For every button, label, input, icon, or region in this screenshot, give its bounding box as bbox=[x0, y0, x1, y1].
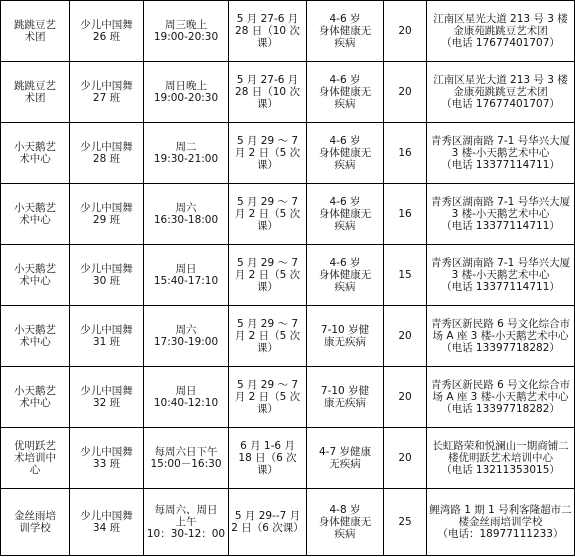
age-requirement-cell bbox=[307, 367, 384, 428]
time-cell bbox=[144, 428, 229, 489]
address-cell bbox=[427, 245, 575, 306]
class-cell bbox=[70, 62, 144, 123]
class-name-line: 27 班 bbox=[92, 92, 121, 104]
capacity-cell: 16 bbox=[384, 184, 427, 245]
date-range-line: 课） bbox=[257, 220, 278, 232]
time-line: 周日晚上 bbox=[165, 80, 207, 92]
age-requirement-line: 4-7 岁健康 bbox=[319, 446, 371, 458]
class-name-line: 少儿中国舞 bbox=[80, 202, 133, 214]
time-line: 周日 bbox=[175, 263, 197, 275]
date-range-line: 5 月 29--7 月 bbox=[234, 510, 301, 522]
date-range-line: 课） bbox=[257, 403, 278, 415]
dates-cell bbox=[229, 245, 307, 306]
organization-cell bbox=[1, 428, 70, 489]
organization-name-line: 跳跳豆艺 bbox=[14, 19, 56, 31]
organization-name-line: 小天鹅艺 bbox=[14, 263, 56, 275]
phone-number: （电话 13211353015） bbox=[441, 464, 560, 476]
dates-cell bbox=[229, 367, 307, 428]
age-requirement-line: 7-10 岁健 bbox=[320, 385, 370, 397]
address-cell bbox=[427, 123, 575, 184]
date-range-line: 5 月 27-6 月 bbox=[236, 13, 299, 25]
organization-name-line: 小天鹅艺 bbox=[14, 324, 56, 336]
class-name-line: 少儿中国舞 bbox=[80, 324, 133, 336]
organization-cell bbox=[1, 62, 70, 123]
time-cell bbox=[144, 489, 229, 556]
date-range-line: 课） bbox=[257, 37, 278, 49]
time-line: 15:00－16:30 bbox=[150, 458, 222, 470]
class-cell bbox=[70, 1, 144, 62]
address-text: 长虹路荣和悦澜山一期商铺二楼优明跃艺术培训中心 bbox=[432, 440, 569, 464]
organization-name-line: 跳跳豆艺 bbox=[14, 80, 56, 92]
class-cell bbox=[70, 245, 144, 306]
organization-cell bbox=[1, 1, 70, 62]
organization-name-line: 术中心 bbox=[19, 336, 51, 348]
capacity-cell: 15 bbox=[384, 245, 427, 306]
class-name-line: 少儿中国舞 bbox=[80, 446, 133, 458]
class-cell bbox=[70, 428, 144, 489]
class-cell bbox=[70, 367, 144, 428]
organization-name-line: 小天鹅艺 bbox=[14, 385, 56, 397]
organization-cell bbox=[1, 184, 70, 245]
organization-name-line: 金丝雨培 bbox=[14, 510, 56, 522]
date-range-line: 5 月 27-6 月 bbox=[236, 74, 299, 86]
capacity-cell: 20 bbox=[384, 428, 427, 489]
time-line: 每周六、周日 bbox=[154, 504, 218, 516]
organization-name-line: 术团 bbox=[24, 31, 46, 43]
address-text: 青秀区新民路 6 号文化综合市场 A 座 3 楼-小天鹅艺术中心 bbox=[430, 379, 571, 403]
time-cell bbox=[144, 62, 229, 123]
class-name-line: 28 班 bbox=[92, 153, 121, 165]
time-line: 每周六日下午 bbox=[154, 446, 218, 458]
organization-name-line: 术中心 bbox=[19, 153, 51, 165]
time-line: 19:00-20:30 bbox=[153, 92, 219, 104]
age-requirement-line: 康无疾病 bbox=[324, 336, 366, 348]
time-line: 周二 bbox=[175, 141, 197, 153]
class-cell bbox=[70, 306, 144, 367]
age-requirement-cell bbox=[307, 1, 384, 62]
address-text: 青秀区湖南路 7-1 号华兴大厦 3 楼-小天鹅艺术中心 bbox=[430, 135, 571, 159]
class-name-line: 少儿中国舞 bbox=[80, 510, 133, 522]
date-range-line: 课） bbox=[257, 281, 278, 293]
class-name-line: 29 班 bbox=[92, 214, 121, 226]
time-line: 周日 bbox=[175, 385, 197, 397]
table-row bbox=[1, 184, 575, 245]
age-requirement-line: 身体健康无 bbox=[318, 25, 372, 37]
organization-name-line: 术中心 bbox=[19, 397, 51, 409]
organization-cell bbox=[1, 245, 70, 306]
capacity-cell: 20 bbox=[384, 367, 427, 428]
age-requirement-cell bbox=[307, 245, 384, 306]
time-line: 17:30-19:00 bbox=[153, 336, 219, 348]
date-range-line: 5 月 29 ～ 7 bbox=[236, 318, 299, 330]
organization-name-line: 心 bbox=[29, 464, 41, 476]
time-cell bbox=[144, 306, 229, 367]
age-requirement-line: 无疾病 bbox=[329, 458, 361, 470]
phone-number: （电话 17677401707） bbox=[441, 98, 560, 110]
phone-number: （电话 13377114711） bbox=[441, 159, 560, 171]
capacity-cell: 20 bbox=[384, 306, 427, 367]
date-range-line: 28 日（10 次 bbox=[235, 25, 300, 37]
table-row bbox=[1, 62, 575, 123]
address-cell bbox=[427, 489, 575, 556]
address-text: 江南区星光大道 213 号 3 楼金康苑跳跳豆艺术团 bbox=[433, 13, 568, 37]
date-range-line: 2 日（6 次课） bbox=[231, 522, 304, 534]
dates-cell bbox=[229, 123, 307, 184]
time-line: 19:30-21:00 bbox=[153, 153, 219, 165]
date-range-line: 课） bbox=[257, 342, 278, 354]
class-name-line: 少儿中国舞 bbox=[80, 141, 133, 153]
age-requirement-line: 康无疾病 bbox=[324, 397, 366, 409]
table-row bbox=[1, 123, 575, 184]
time-line: 10:40-12:10 bbox=[153, 397, 219, 409]
class-cell bbox=[70, 123, 144, 184]
phone-number: （电话 13397718282） bbox=[441, 403, 560, 415]
age-requirement-line: 身体健康无 bbox=[318, 269, 372, 281]
age-requirement-line: 疾病 bbox=[334, 281, 356, 293]
organization-name-line: 小天鹅艺 bbox=[14, 202, 56, 214]
time-cell bbox=[144, 245, 229, 306]
age-requirement-line: 4-6 岁 bbox=[329, 257, 361, 269]
age-requirement-line: 疾病 bbox=[334, 220, 356, 232]
address-text: 青秀区湖南路 7-1 号华兴大厦 3 楼-小天鹅艺术中心 bbox=[430, 257, 571, 281]
age-requirement-line: 7-10 岁健 bbox=[320, 324, 370, 336]
age-requirement-line: 4-6 岁 bbox=[329, 196, 361, 208]
time-cell bbox=[144, 1, 229, 62]
dates-cell bbox=[229, 184, 307, 245]
age-requirement-line: 4-6 岁 bbox=[329, 135, 361, 147]
table-row bbox=[1, 1, 575, 62]
address-cell bbox=[427, 367, 575, 428]
address-text: 青秀区新民路 6 号文化综合市场 A 座 3 楼-小天鹅艺术中心 bbox=[430, 318, 571, 342]
time-line: 周六 bbox=[175, 202, 197, 214]
age-requirement-cell bbox=[307, 184, 384, 245]
address-cell bbox=[427, 62, 575, 123]
phone-number: （电话 13397718282） bbox=[441, 342, 560, 354]
phone-number: （电话 13377114711） bbox=[441, 281, 560, 293]
date-range-line: 5 月 29 ～ 7 bbox=[236, 196, 299, 208]
class-name-line: 少儿中国舞 bbox=[80, 19, 133, 31]
time-line: 上午 bbox=[175, 516, 197, 528]
organization-name-line: 术中心 bbox=[19, 214, 51, 226]
date-range-line: 28 日（10 次 bbox=[235, 86, 300, 98]
organization-name-line: 优明跃艺 bbox=[14, 440, 56, 452]
date-range-line: 5 月 29 ～ 7 bbox=[236, 135, 299, 147]
schedule-rows bbox=[1, 1, 575, 556]
organization-cell bbox=[1, 123, 70, 184]
class-name-line: 31 班 bbox=[92, 336, 121, 348]
age-requirement-cell bbox=[307, 306, 384, 367]
date-range-line: 月 2 日（5 次 bbox=[234, 391, 301, 403]
age-requirement-cell bbox=[307, 123, 384, 184]
organization-name-line: 术团 bbox=[24, 92, 46, 104]
organization-name-line: 术中心 bbox=[19, 275, 51, 287]
table-row bbox=[1, 428, 575, 489]
address-cell bbox=[427, 1, 575, 62]
age-requirement-line: 身体健康无 bbox=[318, 147, 372, 159]
class-name-line: 34 班 bbox=[92, 522, 121, 534]
time-cell bbox=[144, 184, 229, 245]
class-name-line: 30 班 bbox=[92, 275, 121, 287]
capacity-cell: 20 bbox=[384, 62, 427, 123]
age-requirement-line: 疾病 bbox=[334, 98, 356, 110]
time-line: 周三晚上 bbox=[165, 19, 207, 31]
class-name-line: 32 班 bbox=[92, 397, 121, 409]
capacity-cell: 20 bbox=[384, 1, 427, 62]
date-range-line: 月 2 日（5 次 bbox=[234, 269, 301, 281]
address-cell bbox=[427, 184, 575, 245]
age-requirement-cell bbox=[307, 62, 384, 123]
class-cell bbox=[70, 489, 144, 556]
dates-cell bbox=[229, 489, 307, 556]
phone-number: （电话 13377114711） bbox=[441, 220, 560, 232]
date-range-line: 课） bbox=[257, 98, 278, 110]
date-range-line: 课） bbox=[257, 464, 278, 476]
age-requirement-line: 疾病 bbox=[334, 159, 356, 171]
time-line: 周六 bbox=[175, 324, 197, 336]
phone-number: （电话 17677401707） bbox=[441, 37, 560, 49]
organization-name-line: 小天鹅艺 bbox=[14, 141, 56, 153]
date-range-line: 月 2 日（5 次 bbox=[234, 330, 301, 342]
organization-name-line: 训学校 bbox=[19, 522, 51, 534]
time-cell bbox=[144, 123, 229, 184]
age-requirement-line: 身体健康无 bbox=[318, 208, 372, 220]
organization-name-line: 术培训中 bbox=[14, 452, 56, 464]
time-line: 10：30-12：00 bbox=[146, 528, 226, 540]
address-cell bbox=[427, 428, 575, 489]
address-text: 江南区星光大道 213 号 3 楼金康苑跳跳豆艺术团 bbox=[433, 74, 568, 98]
organization-cell bbox=[1, 367, 70, 428]
class-name-line: 26 班 bbox=[92, 31, 121, 43]
time-line: 19:00-20:30 bbox=[153, 31, 219, 43]
table-row bbox=[1, 367, 575, 428]
class-name-line: 少儿中国舞 bbox=[80, 263, 133, 275]
dates-cell bbox=[229, 62, 307, 123]
date-range-line: 18 日（6 次 bbox=[238, 452, 297, 464]
capacity-cell: 16 bbox=[384, 123, 427, 184]
time-line: 15:40-17:10 bbox=[153, 275, 219, 287]
time-line: 16:30-18:00 bbox=[153, 214, 219, 226]
capacity-cell: 25 bbox=[384, 489, 427, 556]
date-range-line: 月 2 日（5 次 bbox=[234, 147, 301, 159]
table-row bbox=[1, 489, 575, 556]
dates-cell bbox=[229, 306, 307, 367]
table-row bbox=[1, 245, 575, 306]
address-cell bbox=[427, 306, 575, 367]
organization-cell bbox=[1, 306, 70, 367]
age-requirement-line: 身体健康无 bbox=[318, 516, 372, 528]
age-requirement-line: 疾病 bbox=[334, 528, 356, 540]
age-requirement-line: 4-8 岁 bbox=[329, 504, 361, 516]
dates-cell bbox=[229, 428, 307, 489]
time-cell bbox=[144, 367, 229, 428]
organization-cell bbox=[1, 489, 70, 556]
class-name-line: 少儿中国舞 bbox=[80, 385, 133, 397]
date-range-line: 5 月 29 ～ 7 bbox=[236, 257, 299, 269]
class-name-line: 33 班 bbox=[92, 458, 121, 470]
date-range-line: 6 月 1-6 月 bbox=[240, 440, 295, 452]
age-requirement-line: 疾病 bbox=[334, 37, 356, 49]
dates-cell bbox=[229, 1, 307, 62]
age-requirement-line: 4-6 岁 bbox=[329, 13, 361, 25]
date-range-line: 课） bbox=[257, 159, 278, 171]
age-requirement-line: 身体健康无 bbox=[318, 86, 372, 98]
address-text: 鲤湾路 1 期 1 号利客隆超市二楼金丝雨培训学校 bbox=[429, 504, 572, 528]
address-text: 青秀区湖南路 7-1 号华兴大厦 3 楼-小天鹅艺术中心 bbox=[430, 196, 571, 220]
date-range-line: 5 月 29 ～ 7 bbox=[236, 379, 299, 391]
table-row bbox=[1, 306, 575, 367]
class-cell bbox=[70, 184, 144, 245]
age-requirement-cell bbox=[307, 489, 384, 556]
age-requirement-line: 4-6 岁 bbox=[329, 74, 361, 86]
phone-number: （电话：18977111233） bbox=[437, 528, 564, 540]
age-requirement-cell bbox=[307, 428, 384, 489]
date-range-line: 月 2 日（5 次 bbox=[234, 208, 301, 220]
class-name-line: 少儿中国舞 bbox=[80, 80, 133, 92]
